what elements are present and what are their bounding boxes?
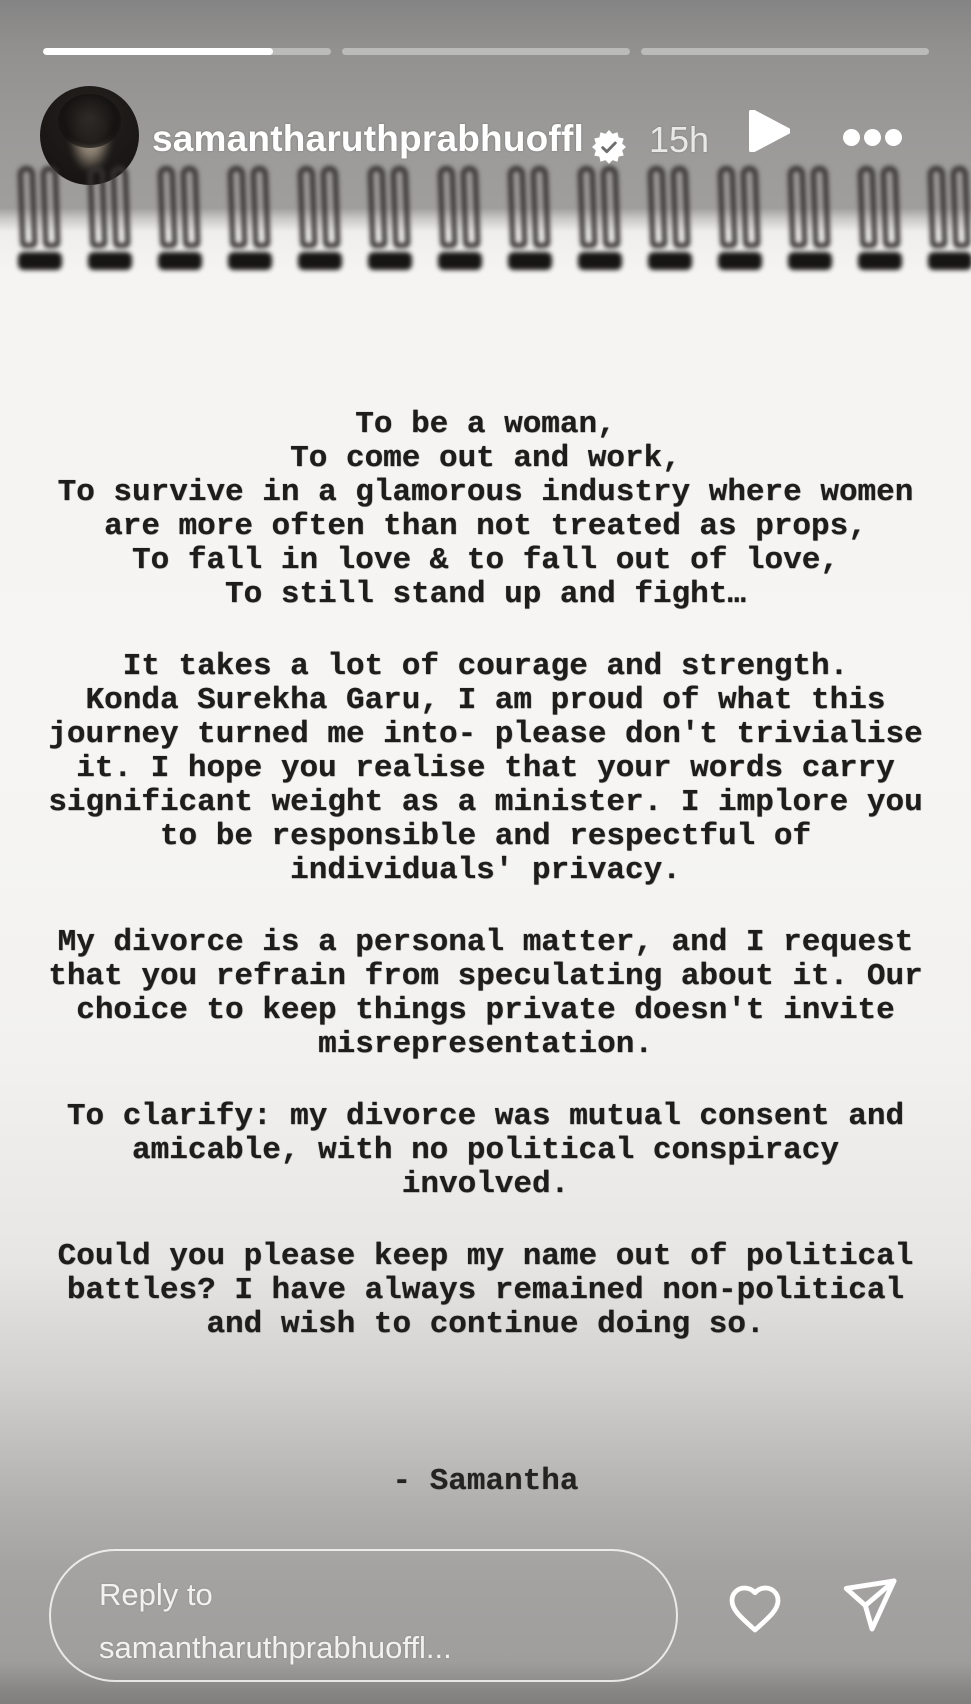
note-line: To survive in a glamorous industry where women — [57, 475, 914, 510]
spiral-coil — [858, 166, 904, 270]
note-line: To still stand up and fight… — [225, 577, 746, 612]
verified-badge-icon — [592, 130, 626, 164]
note-line: misrepresentation. — [318, 1027, 653, 1062]
progress-segment-2 — [342, 48, 630, 55]
note-line: choice to keep things private doesn't invite — [76, 993, 895, 1028]
story-timestamp: 15h — [649, 119, 710, 160]
spiral-coil — [438, 166, 484, 270]
play-button[interactable] — [748, 110, 790, 152]
note-text — [28, 408, 943, 1380]
note-line: that you refrain from speculating about it. Our — [48, 959, 923, 994]
note-line: are more often than not treated as props, — [104, 509, 867, 544]
note-line: it. I hope you realise that your words carry — [76, 751, 895, 786]
share-button[interactable] — [838, 1574, 902, 1638]
note-line: significant weight as a minister. I implore you — [48, 785, 923, 820]
note-line: To come out and work, — [290, 441, 681, 476]
spiral-coil — [718, 166, 764, 270]
avatar[interactable] — [40, 86, 139, 185]
note-paragraph — [28, 1240, 943, 1342]
note-line: involved. — [401, 1167, 570, 1202]
note-line: My divorce is a personal matter, and I request — [57, 925, 914, 960]
note-line: journey turned me into- please don't trivialise — [48, 717, 923, 752]
note-line: individuals' privacy. — [290, 853, 681, 888]
spiral-coil — [18, 166, 64, 270]
spiral-coil — [928, 166, 971, 270]
note-line: To be a woman, — [355, 407, 616, 442]
reply-placeholder-line2: samantharuthprabhuoffl... — [99, 1630, 452, 1665]
note-paragraph — [28, 926, 943, 1062]
heart-icon — [724, 1626, 786, 1641]
note-signature: - Samantha — [392, 1464, 579, 1499]
spiral-coil — [508, 166, 554, 270]
spiral-coil — [648, 166, 694, 270]
spiral-coil — [788, 166, 834, 270]
note-paragraph — [28, 408, 943, 612]
note-line: to be responsible and respectful of — [159, 819, 812, 854]
username[interactable]: samantharuthprabhuoffl — [152, 118, 584, 159]
spiral-coil — [298, 166, 344, 270]
more-options-button[interactable] — [843, 128, 903, 146]
reply-placeholder-line1: Reply to — [99, 1577, 213, 1612]
note-line: It takes a lot of courage and strength. — [122, 649, 849, 684]
note-paragraph — [28, 650, 943, 888]
note-line: battles? I have always remained non-political — [66, 1273, 905, 1308]
note-line: Konda Surekha Garu, I am proud of what this — [85, 683, 886, 718]
reply-input[interactable] — [49, 1549, 678, 1682]
note-line: and wish to continue doing so. — [206, 1307, 765, 1342]
paper-plane-icon — [839, 1624, 901, 1639]
note-line: To clarify: my divorce was mutual consent and — [66, 1099, 905, 1134]
spiral-coil — [228, 166, 274, 270]
spiral-coil — [368, 166, 414, 270]
ellipsis-icon — [843, 129, 860, 146]
progress-fill — [43, 48, 273, 55]
play-icon — [748, 140, 790, 155]
story-progress-bars — [43, 48, 929, 55]
note-line: Could you please keep my name out of political — [57, 1239, 914, 1274]
like-button[interactable] — [723, 1578, 787, 1640]
progress-segment-3 — [641, 48, 929, 55]
spiral-coil — [158, 166, 204, 270]
reply-placeholder — [99, 1568, 452, 1674]
spiral-binding — [0, 166, 971, 272]
note-paragraph — [28, 1100, 943, 1202]
note-line: amicable, with no political conspiracy — [132, 1133, 839, 1168]
progress-segment-1 — [43, 48, 331, 55]
note-line: To fall in love & to fall out of love, — [132, 543, 839, 578]
spiral-coil — [578, 166, 624, 270]
